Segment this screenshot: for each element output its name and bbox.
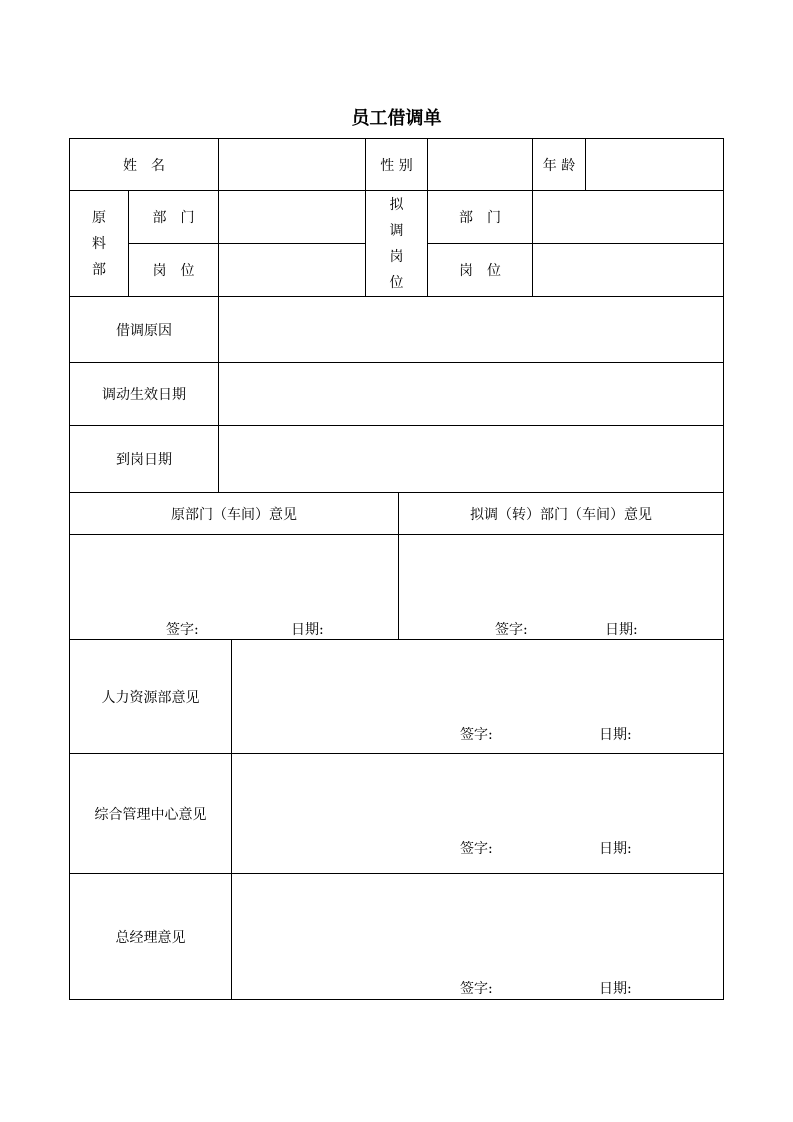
original-post-label: 岗 位 xyxy=(128,243,219,297)
arrival-date-field[interactable] xyxy=(218,425,724,493)
new-dept-opinion-label: 拟调（转）部门（车间）意见 xyxy=(398,492,724,535)
original-char-3: 部 xyxy=(92,261,106,278)
new-dept-opinion-field[interactable] xyxy=(398,534,724,640)
proposed-dept-label: 部 门 xyxy=(427,190,533,244)
proposed-char-2: 调 xyxy=(389,222,404,239)
signature-label: 签字: xyxy=(460,841,493,857)
date-label: 日期: xyxy=(605,622,638,638)
date-label: 日期: xyxy=(599,841,632,857)
age-label: 年 龄 xyxy=(532,138,586,191)
name-field[interactable] xyxy=(218,138,366,191)
original-post-field[interactable] xyxy=(218,243,366,297)
proposed-char-1: 拟 xyxy=(389,196,404,213)
original-dept-field[interactable] xyxy=(218,190,366,244)
admin-center-opinion-field[interactable] xyxy=(231,753,724,874)
name-label: 姓 名 xyxy=(69,138,219,191)
orig-dept-opinion-label: 原部门（车间）意见 xyxy=(69,492,399,535)
proposed-char-3: 岗 xyxy=(389,248,404,265)
signature-label: 签字: xyxy=(460,727,493,743)
hr-opinion-field[interactable] xyxy=(231,639,724,754)
original-dept-label: 部 门 xyxy=(128,190,219,244)
gender-field[interactable] xyxy=(427,138,533,191)
date-label: 日期: xyxy=(599,981,632,997)
proposed-dept-field[interactable] xyxy=(532,190,724,244)
gm-opinion-label: 总经理意见 xyxy=(69,873,232,1000)
effective-date-field[interactable] xyxy=(218,362,724,426)
transfer-form xyxy=(69,138,724,1000)
effective-date-label: 调动生效日期 xyxy=(69,362,219,426)
proposed-post-label: 岗 位 xyxy=(427,243,533,297)
reason-field[interactable] xyxy=(218,296,724,363)
page-title: 员工借调单 xyxy=(351,108,442,129)
original-char-2: 料 xyxy=(92,235,106,252)
gender-label: 性 别 xyxy=(365,138,428,191)
signature-label: 签字: xyxy=(495,622,528,638)
date-label: 日期: xyxy=(599,727,632,743)
signature-label: 签字: xyxy=(166,622,199,638)
proposed-char-4: 位 xyxy=(389,274,404,291)
hr-opinion-label: 人力资源部意见 xyxy=(69,639,232,754)
signature-label: 签字: xyxy=(460,981,493,997)
proposed-post-group-label xyxy=(365,190,428,297)
original-dept-group-label xyxy=(69,190,129,297)
age-field[interactable] xyxy=(585,138,724,191)
orig-dept-opinion-field[interactable] xyxy=(69,534,399,640)
reason-label: 借调原因 xyxy=(69,296,219,363)
admin-center-opinion-label: 综合管理中心意见 xyxy=(69,753,232,874)
date-label: 日期: xyxy=(291,622,324,638)
proposed-post-field[interactable] xyxy=(532,243,724,297)
original-char-1: 原 xyxy=(92,209,106,226)
arrival-date-label: 到岗日期 xyxy=(69,425,219,493)
gm-opinion-field[interactable] xyxy=(231,873,724,1000)
